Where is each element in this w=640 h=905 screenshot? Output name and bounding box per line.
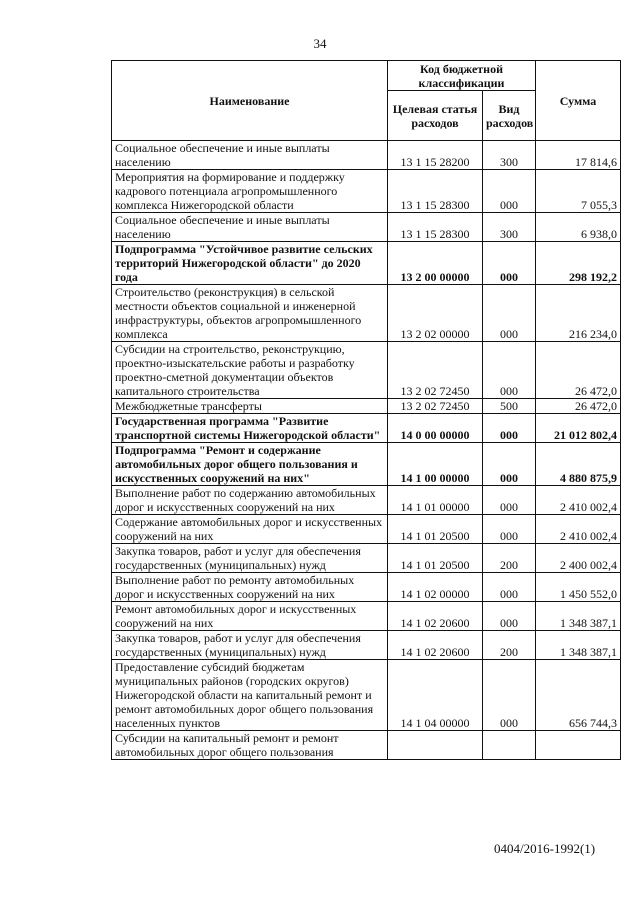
row-code: 14 1 04 00000 — [388, 660, 483, 731]
row-amount — [536, 731, 621, 760]
row-code: 14 1 00 00000 — [388, 443, 483, 486]
row-code: 14 1 01 20500 — [388, 544, 483, 573]
row-code: 14 0 00 00000 — [388, 414, 483, 443]
row-amount: 17 814,6 — [536, 141, 621, 170]
row-expense-type: 000 — [483, 602, 536, 631]
table-row — [112, 731, 621, 760]
row-code: 13 1 15 28300 — [388, 170, 483, 213]
row-name: Содержание автомобильных дорог и искусственных сооружений на них — [112, 515, 388, 544]
header-code-group: Код бюджетной классификации — [388, 61, 536, 91]
row-code: 14 1 02 00000 — [388, 573, 483, 602]
table-row — [112, 544, 621, 573]
row-amount: 1 348 387,1 — [536, 631, 621, 660]
row-code: 13 2 02 72450 — [388, 342, 483, 399]
table-row — [112, 573, 621, 602]
row-code: 13 1 15 28200 — [388, 141, 483, 170]
table-row — [112, 141, 621, 170]
document-id: 0404/2016-1992(1) — [494, 841, 596, 856]
row-amount: 26 472,0 — [536, 342, 621, 399]
row-amount: 2 410 002,4 — [536, 486, 621, 515]
table-row — [112, 342, 621, 399]
row-name: Выполнение работ по содержанию автомобильных дорог и искусственных сооружений на них — [112, 486, 388, 515]
table-row — [112, 515, 621, 544]
budget-table — [111, 60, 621, 760]
row-amount: 6 938,0 — [536, 213, 621, 242]
table-row — [112, 213, 621, 242]
row-code: 13 1 15 28300 — [388, 213, 483, 242]
table-row — [112, 170, 621, 213]
page-number: 34 — [313, 36, 327, 51]
row-name: Закупка товаров, работ и услуг для обеспечения государственных (муниципальных) нужд — [112, 544, 388, 573]
header-expense-type: Вид расходов — [483, 91, 536, 141]
table-row — [112, 631, 621, 660]
row-name: Закупка товаров, работ и услуг для обеспечения государственных (муниципальных) нужд — [112, 631, 388, 660]
row-expense-type: 000 — [483, 486, 536, 515]
row-name: Предоставление субсидий бюджетам муниципальных районов (городских округов) Нижегородской области на капитальный ремонт и ремонт автомобильных дорог общего пользования населенных пунктов — [112, 660, 388, 731]
row-code: 13 2 00 00000 — [388, 242, 483, 285]
row-code: 13 2 02 72450 — [388, 399, 483, 414]
row-amount: 216 234,0 — [536, 285, 621, 342]
row-expense-type: 000 — [483, 515, 536, 544]
row-expense-type: 200 — [483, 544, 536, 573]
row-amount: 1 348 387,1 — [536, 602, 621, 631]
row-expense-type: 000 — [483, 342, 536, 399]
table-row — [112, 242, 621, 285]
row-name: Субсидии на капитальный ремонт и ремонт автомобильных дорог общего пользования — [112, 731, 388, 760]
row-expense-type — [483, 731, 536, 760]
row-expense-type: 300 — [483, 213, 536, 242]
row-code: 14 1 01 20500 — [388, 515, 483, 544]
table-row — [112, 486, 621, 515]
row-name: Социальное обеспечение и иные выплаты населению — [112, 141, 388, 170]
header-name: Наименование — [112, 61, 388, 141]
row-name: Субсидии на строительство, реконструкцию, проектно-изыскательские работы и разработку проектно-сметной документации объектов капитального строительства — [112, 342, 388, 399]
row-code — [388, 731, 483, 760]
row-amount: 21 012 802,4 — [536, 414, 621, 443]
table-body — [112, 141, 621, 760]
table-row — [112, 443, 621, 486]
row-amount: 656 744,3 — [536, 660, 621, 731]
row-code: 14 1 02 20600 — [388, 631, 483, 660]
row-name: Подпрограмма "Ремонт и содержание автомобильных дорог общего пользования и искусственных сооружений на них" — [112, 443, 388, 486]
row-amount: 26 472,0 — [536, 399, 621, 414]
table-row — [112, 285, 621, 342]
table-row — [112, 414, 621, 443]
row-expense-type: 000 — [483, 573, 536, 602]
row-amount: 4 880 875,9 — [536, 443, 621, 486]
row-expense-type: 300 — [483, 141, 536, 170]
row-code: 14 1 02 20600 — [388, 602, 483, 631]
row-name: Межбюджетные трансферты — [112, 399, 388, 414]
row-expense-type: 000 — [483, 242, 536, 285]
row-expense-type: 000 — [483, 170, 536, 213]
row-name: Государственная программа "Развитие транспортной системы Нижегородской области" — [112, 414, 388, 443]
header-amount: Сумма — [536, 61, 621, 141]
row-amount: 1 450 552,0 — [536, 573, 621, 602]
row-name: Социальное обеспечение и иные выплаты населению — [112, 213, 388, 242]
row-expense-type: 000 — [483, 660, 536, 731]
row-name: Выполнение работ по ремонту автомобильных дорог и искусственных сооружений на них — [112, 573, 388, 602]
row-name: Подпрограмма "Устойчивое развитие сельских территорий Нижегородской области" до 2020 года — [112, 242, 388, 285]
row-expense-type: 000 — [483, 414, 536, 443]
row-amount: 2 400 002,4 — [536, 544, 621, 573]
row-expense-type: 200 — [483, 631, 536, 660]
row-expense-type: 500 — [483, 399, 536, 414]
row-amount: 298 192,2 — [536, 242, 621, 285]
table-row — [112, 660, 621, 731]
table-row — [112, 602, 621, 631]
header-target-article: Целевая статья расходов — [388, 91, 483, 141]
row-code: 13 2 02 00000 — [388, 285, 483, 342]
row-amount: 7 055,3 — [536, 170, 621, 213]
row-code: 14 1 01 00000 — [388, 486, 483, 515]
row-name: Строительство (реконструкция) в сельской местности объектов социальной и инженерной инфраструктуры, объектов агропромышленного комплекса — [112, 285, 388, 342]
table-row — [112, 399, 621, 414]
row-name: Мероприятия на формирование и поддержку кадрового потенциала агропромышленного комплекса Нижегородской области — [112, 170, 388, 213]
row-name: Ремонт автомобильных дорог и искусственных сооружений на них — [112, 602, 388, 631]
row-expense-type: 000 — [483, 443, 536, 486]
row-amount: 2 410 002,4 — [536, 515, 621, 544]
row-expense-type: 000 — [483, 285, 536, 342]
